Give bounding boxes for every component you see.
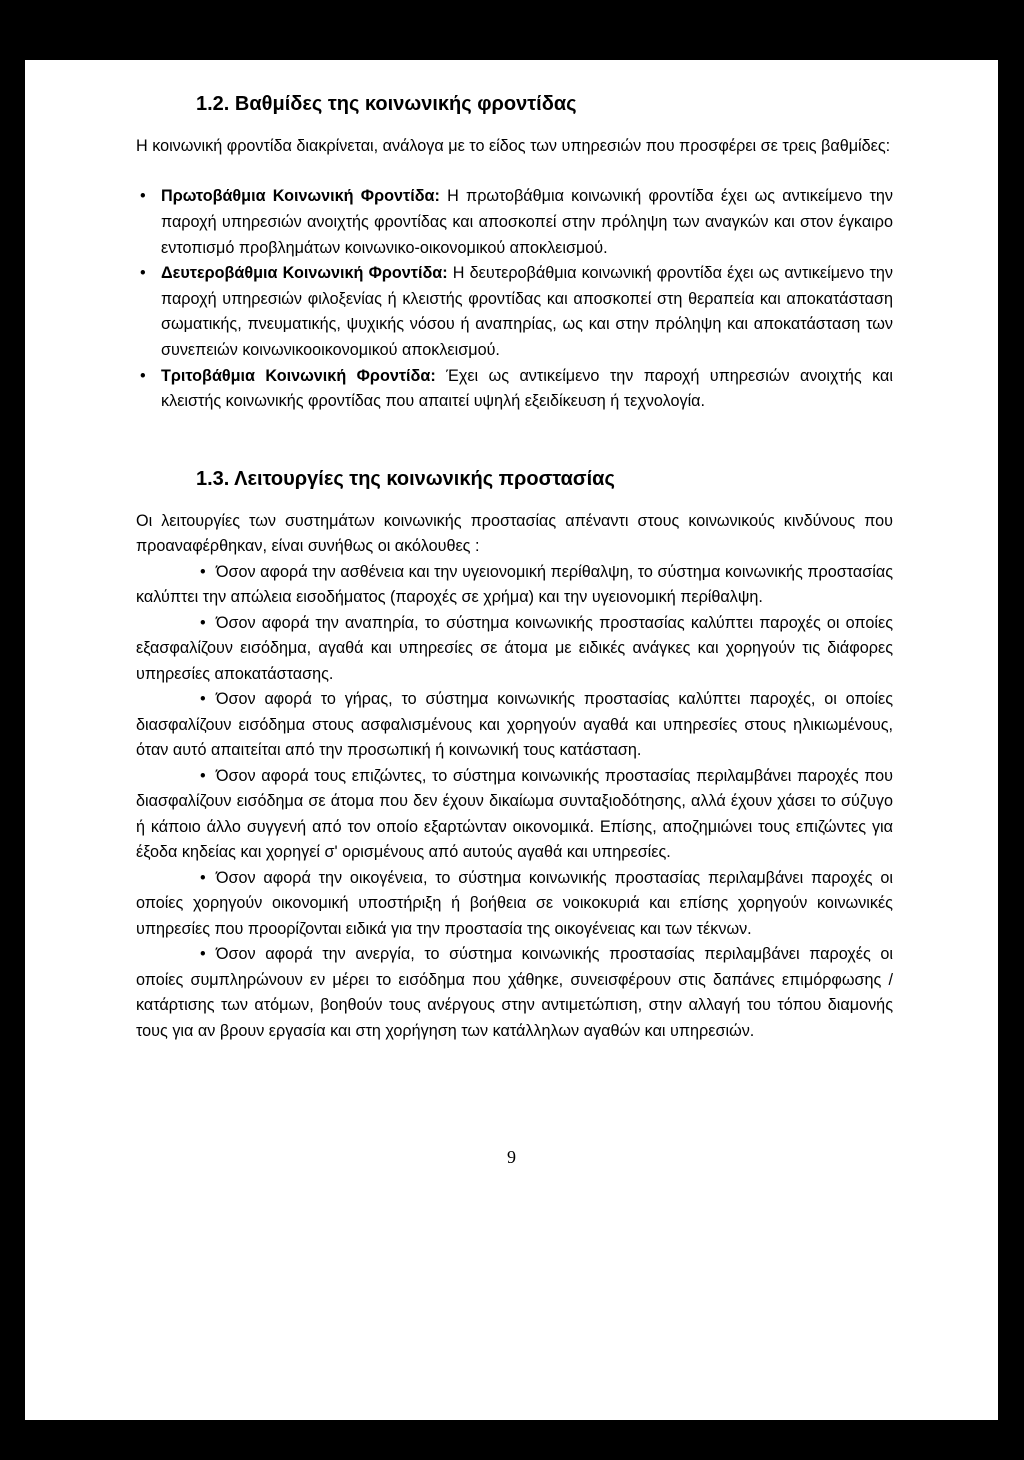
section-intro-functions: Οι λειτουργίες των συστημάτων κοινωνικής προστασίας απέναντι στους κοινωνικούς κινδύνους που προαναφέρθηκαν, είναι συνήθως οι ακόλουθες : [136, 511, 893, 556]
list-item-text: Όσον αφορά την αναπηρία, το σύστημα κοινωνικής προστασίας καλύπτει παροχές οι οποίες εξασφαλίζουν εισόδημα, αγαθά και υπηρεσίες σε άτομα με ειδικές ανάγκες και χορηγούν τις διάφορες υπηρεσίες αποκατάστασης. [136, 613, 893, 683]
care-levels-list [136, 184, 893, 414]
list-item-term: Δευτεροβάθμια Κοινωνική Φροντίδα: [161, 264, 448, 283]
page-number: 9 [507, 1147, 516, 1167]
list-item-text: Όσον αφορά την ασθένεια και την υγειονομική περίθαλψη, το σύστημα κοινωνικής προστασίας καλύπτει την απώλεια εισοδήματος (παροχές σε χρήμα) και την υγειονομική περίθαλψη. [136, 562, 893, 607]
list-item [136, 611, 893, 688]
functions-list [136, 560, 893, 1045]
list-item [136, 261, 893, 363]
bullet-icon: • [140, 264, 146, 283]
list-item-text: Η δευτεροβάθμια κοινωνική φροντίδα έχει ως αντικείμενο την παροχή υπηρεσιών φιλοξενίας ή κλειστής φροντίδας και αποσκοπεί στη θεραπεία και αποκατάσταση σωματικής, πνευματικής, ψυχικής νόσου ή αναπηρίας, ως και στην πρόληψη και αποκατάσταση των συνεπειών κοινωνικοοικονομικού αποκλεισμού. [161, 264, 893, 359]
bullet-icon: • [200, 690, 206, 709]
document-page [25, 60, 998, 1420]
bullet-icon: • [200, 945, 206, 964]
list-item [136, 184, 893, 261]
list-item [136, 364, 893, 415]
bullet-icon: • [140, 366, 146, 385]
bullet-icon: • [200, 766, 206, 785]
page-content [136, 84, 893, 1044]
section-heading-functions: 1.3. Λειτουργίες της κοινωνικής προστασίας [196, 467, 615, 490]
list-item-text: Έχει ως αντικείμενο την παροχή υπηρεσιών ανοιχτής και κλειστής κοινωνικής φροντίδας που απαιτεί υψηλή εξειδίκευση ή τεχνολογία. [161, 366, 893, 411]
list-item-text: Όσον αφορά την οικογένεια, το σύστημα κοινωνικής προστασίας περιλαμβάνει παροχές οι οποίες χορηγούν οικονομική υποστήριξη ή βοήθεια σε νοικοκυριά και επίσης χορηγούν κοινωνικές υπηρεσίες που προορίζονται ειδικά για την προστασία της οικογένειας και των τέκνων. [136, 868, 893, 938]
list-item-text: Όσον αφορά το γήρας, το σύστημα κοινωνικής προστασίας καλύπτει παροχές, οι οποίες διασφαλίζουν εισόδημα στους ασφαλισμένους και χορηγούν αγαθά και υπηρεσίες στους ηλικιωμένους, όταν αυτό απαιτείται από την προσωπική ή κοινωνική τους κατάσταση. [136, 690, 893, 760]
list-item [136, 560, 893, 611]
list-item-text: Όσον αφορά την ανεργία, το σύστημα κοινωνικής προστασίας περιλαμβάνει παροχές οι οποίες συμπληρώνουν εν μέρει το εισόδημα που χάθηκε, συνεισφέρουν στις δαπάνες επιμόρφωσης / κατάρτισης των ατόμων, βοηθούν τους ανέργους στην αντιμετώπιση, στην αλλαγή του τόπου διαμονής τους για αν βρουν εργασία και στη χορήγηση των κατάλληλων αγαθών και υπηρεσιών. [136, 945, 893, 1040]
list-item [136, 687, 893, 764]
list-item [136, 764, 893, 866]
bullet-icon: • [200, 868, 206, 887]
list-item-text: Όσον αφορά τους επιζώντες, το σύστημα κοινωνικής προστασίας περιλαμβάνει παροχές που διασφαλίζουν εισόδημα σε άτομα που δεν έχουν δικαίωμα συνταξιοδότησης, αλλά έχουν χάσει το σύζυγο ή κάποιο άλλο συγγενή από τον οποίο εξαρτώνταν οικονομικά. Επίσης, αποζημιώνει τους επιζώντες για έξοδα κηδείας και χορηγεί σ' ορισμένους από αυτούς αγαθά και υπηρεσίες. [136, 766, 893, 862]
list-item-text: Η πρωτοβάθμια κοινωνική φροντίδα έχει ως αντικείμενο την παροχή υπηρεσιών ανοιχτής φροντίδας και αποσκοπεί στην πρόληψη των αναγκών και στον έγκαιρο εντοπισμό προβλημάτων κοινωνικο-οικονομικού αποκλεισμού. [161, 187, 893, 257]
list-item [136, 942, 893, 1044]
list-item-term: Τριτοβάθμια Κοινωνική Φροντίδα: [161, 366, 436, 385]
bullet-icon: • [200, 613, 206, 632]
list-item-term: Πρωτοβάθμια Κοινωνική Φροντίδα: [161, 187, 440, 206]
section-intro-levels: Η κοινωνική φροντίδα διακρίνεται, ανάλογα με το είδος των υπηρεσιών που προσφέρει σε τρεις βαθμίδες: [136, 137, 891, 155]
bullet-icon: • [140, 187, 146, 206]
section-heading-levels: 1.2. Βαθμίδες της κοινωνικής φροντίδας [196, 93, 577, 115]
list-item [136, 866, 893, 943]
bullet-icon: • [200, 562, 206, 581]
